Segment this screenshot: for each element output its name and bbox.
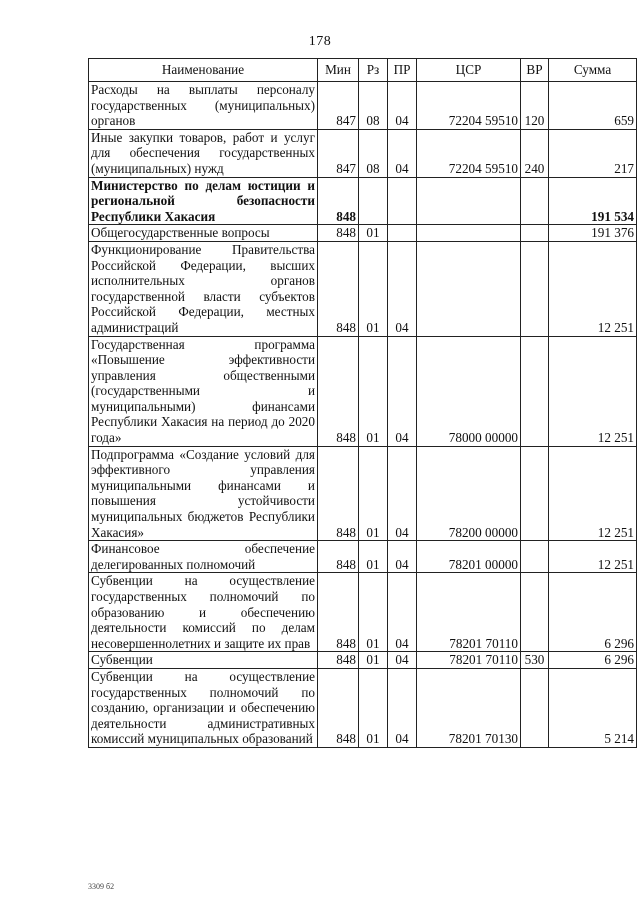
cell-vr	[521, 225, 549, 242]
cell-csr	[417, 241, 521, 336]
table-row	[89, 541, 637, 573]
table-row	[89, 336, 637, 446]
cell-csr: 78201 70130	[417, 668, 521, 747]
cell-vr	[521, 541, 549, 573]
table-row	[89, 129, 637, 177]
cell-min: 847	[318, 82, 359, 130]
table-row	[89, 177, 637, 225]
cell-pr: 04	[388, 241, 417, 336]
cell-vr	[521, 177, 549, 225]
cell-name: Иные закупки товаров, работ и услуг для обеспечения государственных (муниципальных) нужд	[89, 129, 318, 177]
header-rz: Рз	[359, 59, 388, 82]
cell-sum: 191 376	[549, 225, 637, 242]
cell-name: Субвенции	[89, 652, 318, 669]
cell-rz: 01	[359, 541, 388, 573]
cell-csr: 78000 00000	[417, 336, 521, 446]
cell-vr	[521, 446, 549, 541]
cell-name: Общегосударственные вопросы	[89, 225, 318, 242]
cell-sum: 6 296	[549, 652, 637, 669]
table-row	[89, 668, 637, 747]
cell-name: Государственная программа «Повышение эффективности управления общественными (государственными и муниципальными) финансами Республики Хакасия на период до 2020 года»	[89, 336, 318, 446]
table-row	[89, 82, 637, 130]
cell-rz: 01	[359, 225, 388, 242]
cell-vr	[521, 336, 549, 446]
cell-csr: 72204 59510	[417, 82, 521, 130]
cell-rz: 08	[359, 129, 388, 177]
cell-csr	[417, 177, 521, 225]
cell-vr: 240	[521, 129, 549, 177]
cell-pr: 04	[388, 652, 417, 669]
cell-pr	[388, 177, 417, 225]
cell-pr: 04	[388, 573, 417, 652]
header-min: Мин	[318, 59, 359, 82]
cell-min: 848	[318, 668, 359, 747]
header-sum: Сумма	[549, 59, 637, 82]
cell-csr: 78201 70110	[417, 573, 521, 652]
cell-pr: 04	[388, 129, 417, 177]
cell-pr: 04	[388, 446, 417, 541]
cell-vr: 120	[521, 82, 549, 130]
cell-min: 847	[318, 129, 359, 177]
cell-vr	[521, 573, 549, 652]
cell-rz: 01	[359, 241, 388, 336]
cell-csr	[417, 225, 521, 242]
cell-csr: 78201 00000	[417, 541, 521, 573]
cell-rz: 01	[359, 446, 388, 541]
header-csr: ЦСР	[417, 59, 521, 82]
cell-rz	[359, 177, 388, 225]
cell-sum: 659	[549, 82, 637, 130]
cell-rz: 01	[359, 668, 388, 747]
cell-sum: 191 534	[549, 177, 637, 225]
table-row	[89, 652, 637, 669]
cell-sum: 12 251	[549, 446, 637, 541]
cell-name: Субвенции на осуществление государственных полномочий по созданию, организации и обеспечению деятельности административных комиссий муниципальных образований	[89, 668, 318, 747]
table-row	[89, 446, 637, 541]
cell-name: Субвенции на осуществление государственных полномочий по образованию и обеспечению деятельности комиссий по делам несовершеннолетних и защите их прав	[89, 573, 318, 652]
cell-sum: 12 251	[549, 336, 637, 446]
cell-name: Расходы на выплаты персоналу государственных (муниципальных) органов	[89, 82, 318, 130]
cell-name: Подпрограмма «Создание условий для эффективного управления муниципальными финансами и повышения устойчивости муниципальных бюджетов Республики Хакасия»	[89, 446, 318, 541]
cell-pr: 04	[388, 541, 417, 573]
table-row	[89, 573, 637, 652]
cell-pr: 04	[388, 336, 417, 446]
cell-sum: 12 251	[549, 541, 637, 573]
header-vr: ВР	[521, 59, 549, 82]
cell-name: Финансовое обеспечение делегированных полномочий	[89, 541, 318, 573]
footer-code: 3309 б2	[88, 882, 115, 891]
cell-sum: 6 296	[549, 573, 637, 652]
table-header-row	[89, 59, 637, 82]
cell-rz: 01	[359, 652, 388, 669]
table-body	[89, 82, 637, 748]
table-row	[89, 241, 637, 336]
cell-min: 848	[318, 225, 359, 242]
cell-min: 848	[318, 446, 359, 541]
cell-min: 848	[318, 573, 359, 652]
cell-sum: 5 214	[549, 668, 637, 747]
cell-name: Министерство по делам юстиции и региональной безопасности Республики Хакасия	[89, 177, 318, 225]
cell-pr: 04	[388, 668, 417, 747]
budget-table	[88, 58, 637, 748]
cell-min: 848	[318, 177, 359, 225]
cell-vr	[521, 668, 549, 747]
cell-name: Функционирование Правительства Российской Федерации, высших исполнительных органов государственной власти субъектов Российской Федерации, местных администраций	[89, 241, 318, 336]
cell-rz: 08	[359, 82, 388, 130]
cell-vr	[521, 241, 549, 336]
cell-pr: 04	[388, 82, 417, 130]
cell-min: 848	[318, 541, 359, 573]
cell-pr	[388, 225, 417, 242]
cell-min: 848	[318, 336, 359, 446]
header-pr: ПР	[388, 59, 417, 82]
cell-vr: 530	[521, 652, 549, 669]
cell-csr: 78200 00000	[417, 446, 521, 541]
header-name: Наименование	[89, 59, 318, 82]
cell-csr: 78201 70110	[417, 652, 521, 669]
cell-sum: 12 251	[549, 241, 637, 336]
page-number: 178	[308, 34, 332, 49]
cell-sum: 217	[549, 129, 637, 177]
cell-min: 848	[318, 652, 359, 669]
cell-rz: 01	[359, 573, 388, 652]
cell-rz: 01	[359, 336, 388, 446]
cell-min: 848	[318, 241, 359, 336]
cell-csr: 72204 59510	[417, 129, 521, 177]
table-row	[89, 225, 637, 242]
